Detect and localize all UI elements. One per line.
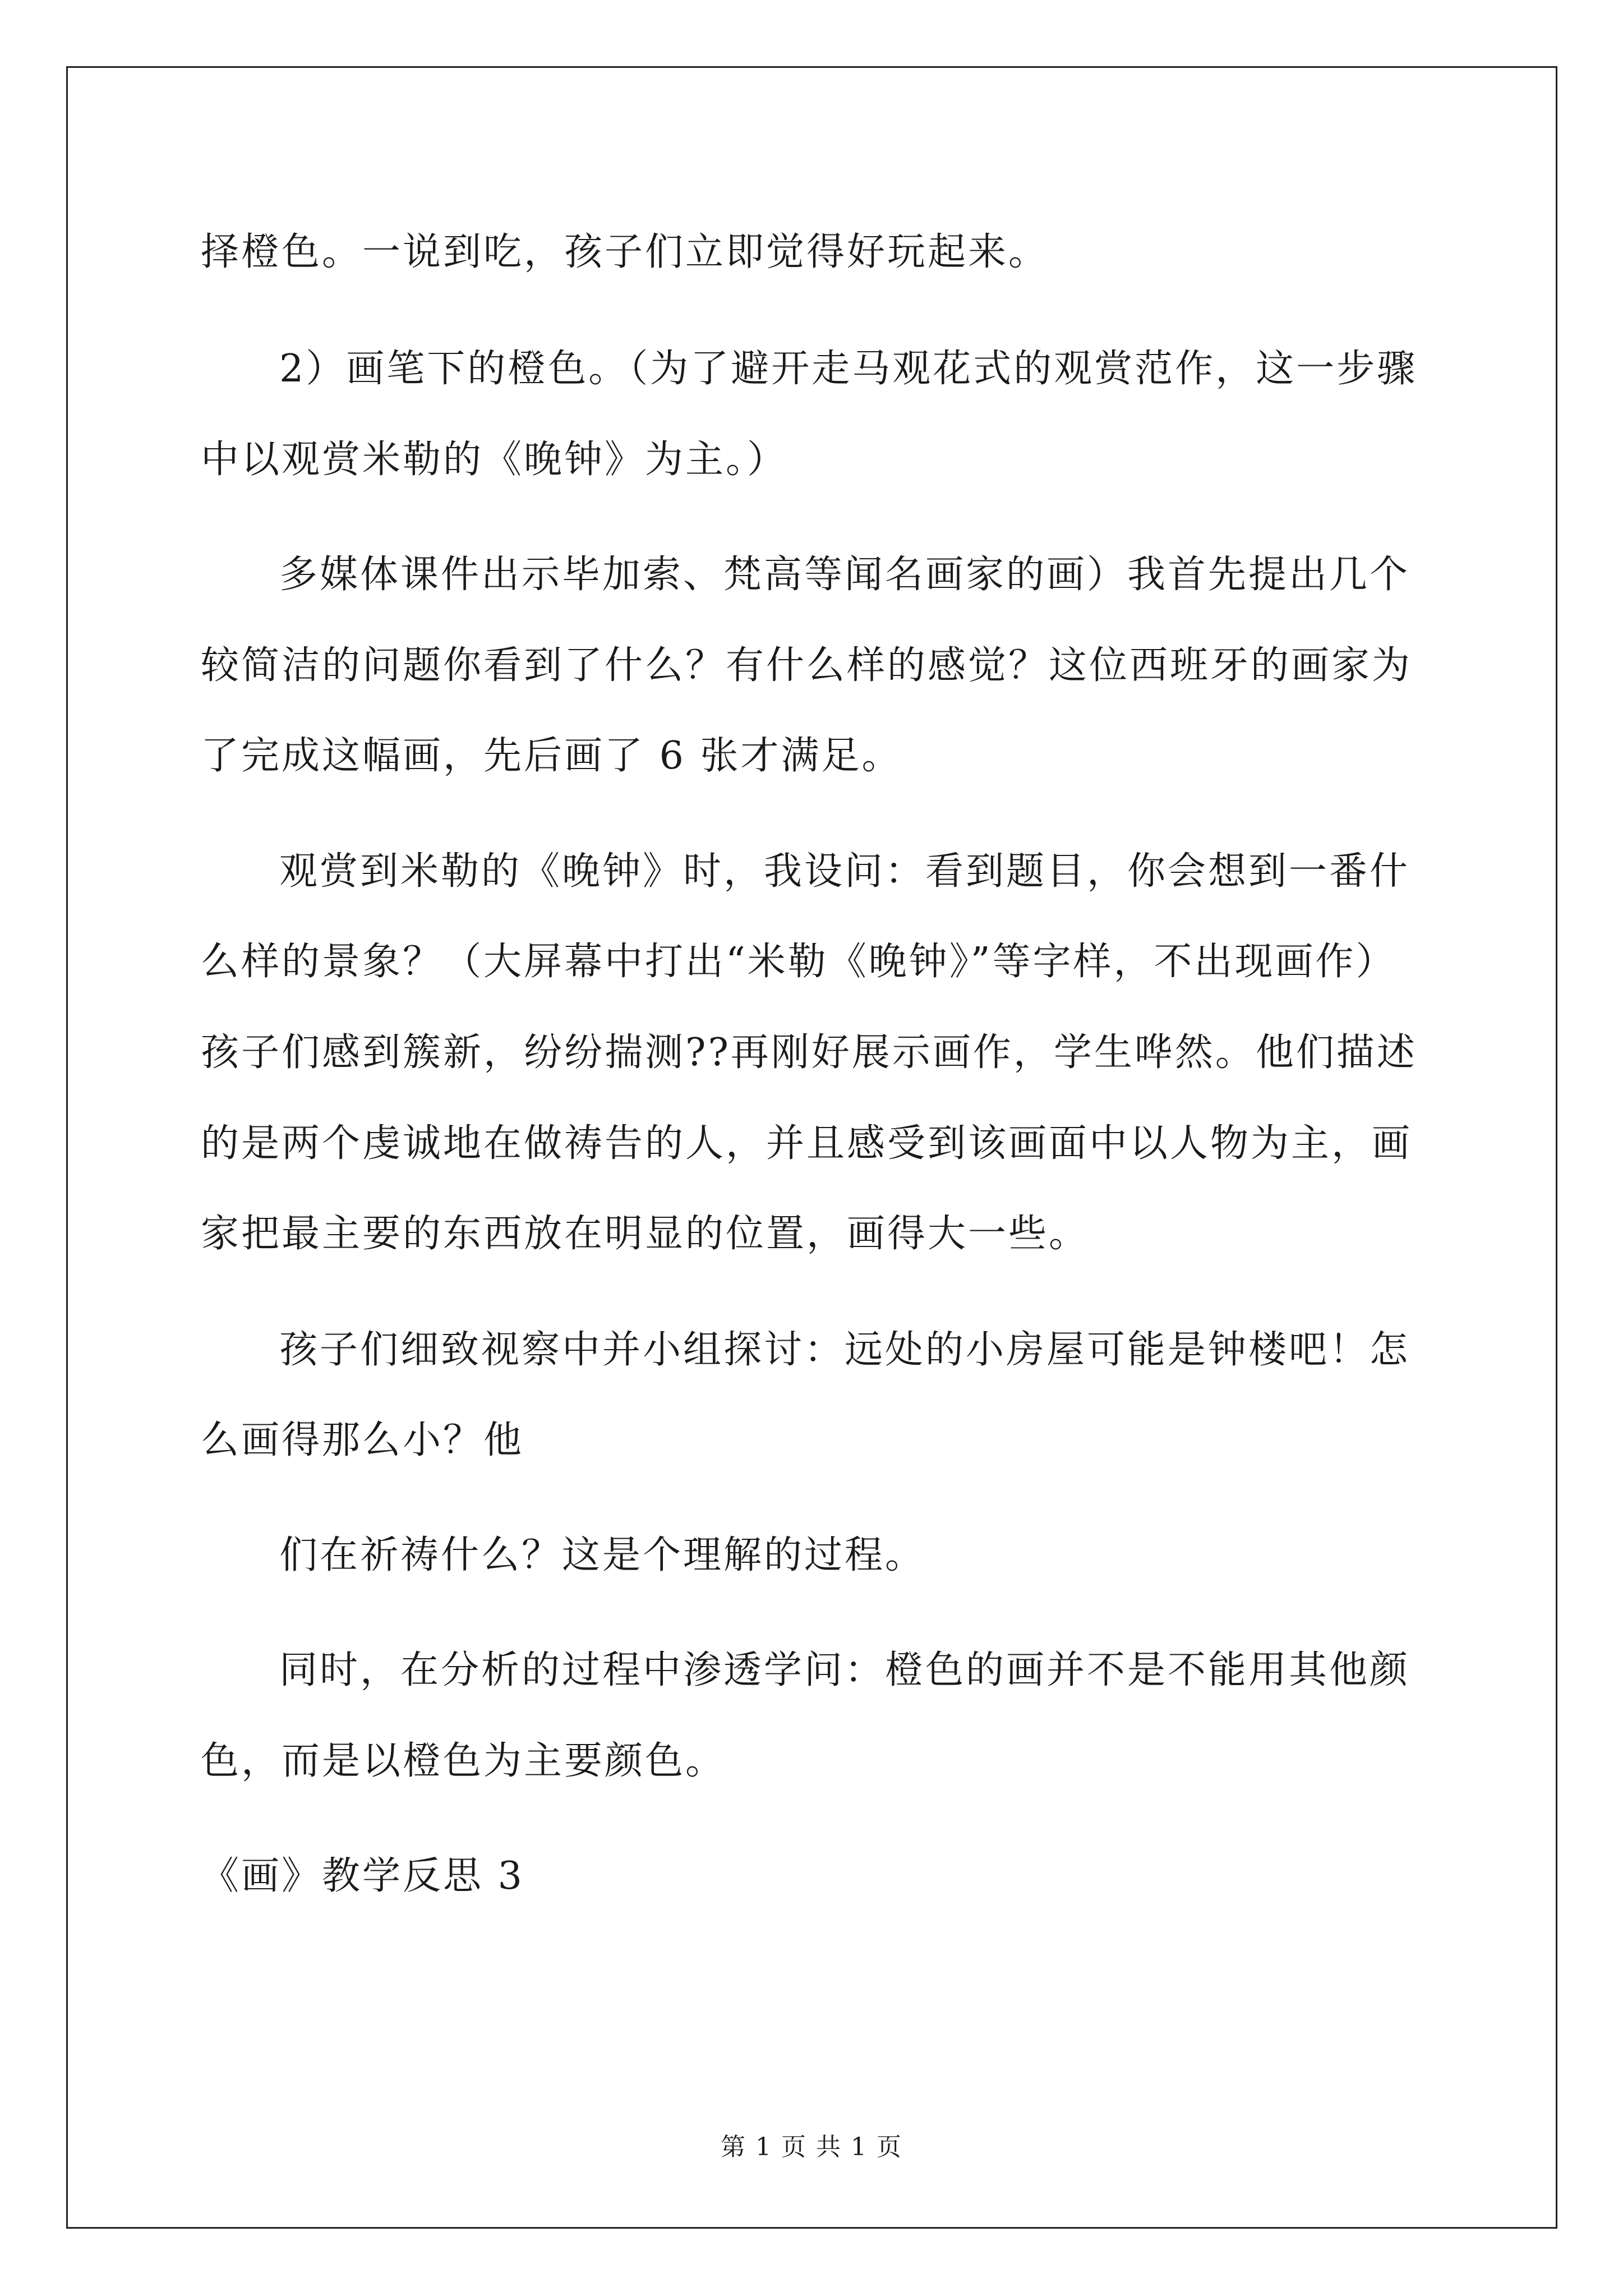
paragraph-line: 们在祈祷什么？这是个理解的过程。: [279, 1533, 926, 1577]
paragraph-line: 孩子们细致视察中并小组探讨：远处的小房屋可能是钟楼吧！怎: [279, 1328, 1410, 1372]
paragraph-line: 多媒体课件出示毕加索、梵高等闻名画家的画）我首先提出几个: [279, 553, 1410, 597]
paragraph-line: 家把最主要的东西放在明显的位置，画得大一些。: [201, 1212, 1090, 1256]
paragraph-line: 中以观赏米勒的《晚钟》为主。）: [201, 438, 788, 482]
paragraph-line: 的是两个虔诚地在做祷告的人，并且感受到该画面中以人物为主，画: [201, 1121, 1413, 1166]
paragraph-line: 孩子们感到簇新，纷纷揣测??再刚好展示画作，学生哗然。他们描述: [201, 1030, 1417, 1075]
paragraph-line: 观赏到米勒的《晚钟》时，我设问：看到题目，你会想到一番什: [279, 849, 1410, 894]
paragraph-line: 么画得那么小？他: [201, 1418, 524, 1462]
paragraph-line: 同时，在分析的过程中渗透学问：橙色的画并不是不能用其他颜: [279, 1648, 1410, 1692]
section-heading: 《画》教学反思 3: [201, 1854, 524, 1898]
paragraph-line: 了完成这幅画，先后画了 6 张才满足。: [201, 734, 902, 778]
page-footer: 第 1 页 共 1 页: [721, 2133, 902, 2161]
paragraph-line: 么样的景象？（大屏幕中打出“米勒《晚钟》”等字样，不出现画作）: [201, 940, 1396, 984]
paragraph-line: 2）画笔下的橙色。（为了避开走马观花式的观赏范作，这一步骤: [279, 347, 1418, 391]
paragraph-line: 色，而是以橙色为主要颜色。: [201, 1739, 726, 1783]
paragraph-line: 择橙色。一说到吃，孩子们立即觉得好玩起来。: [201, 230, 1049, 274]
paragraph-line: 较简洁的问题你看到了什么？有什么样的感觉？这位西班牙的画家为: [201, 643, 1413, 688]
